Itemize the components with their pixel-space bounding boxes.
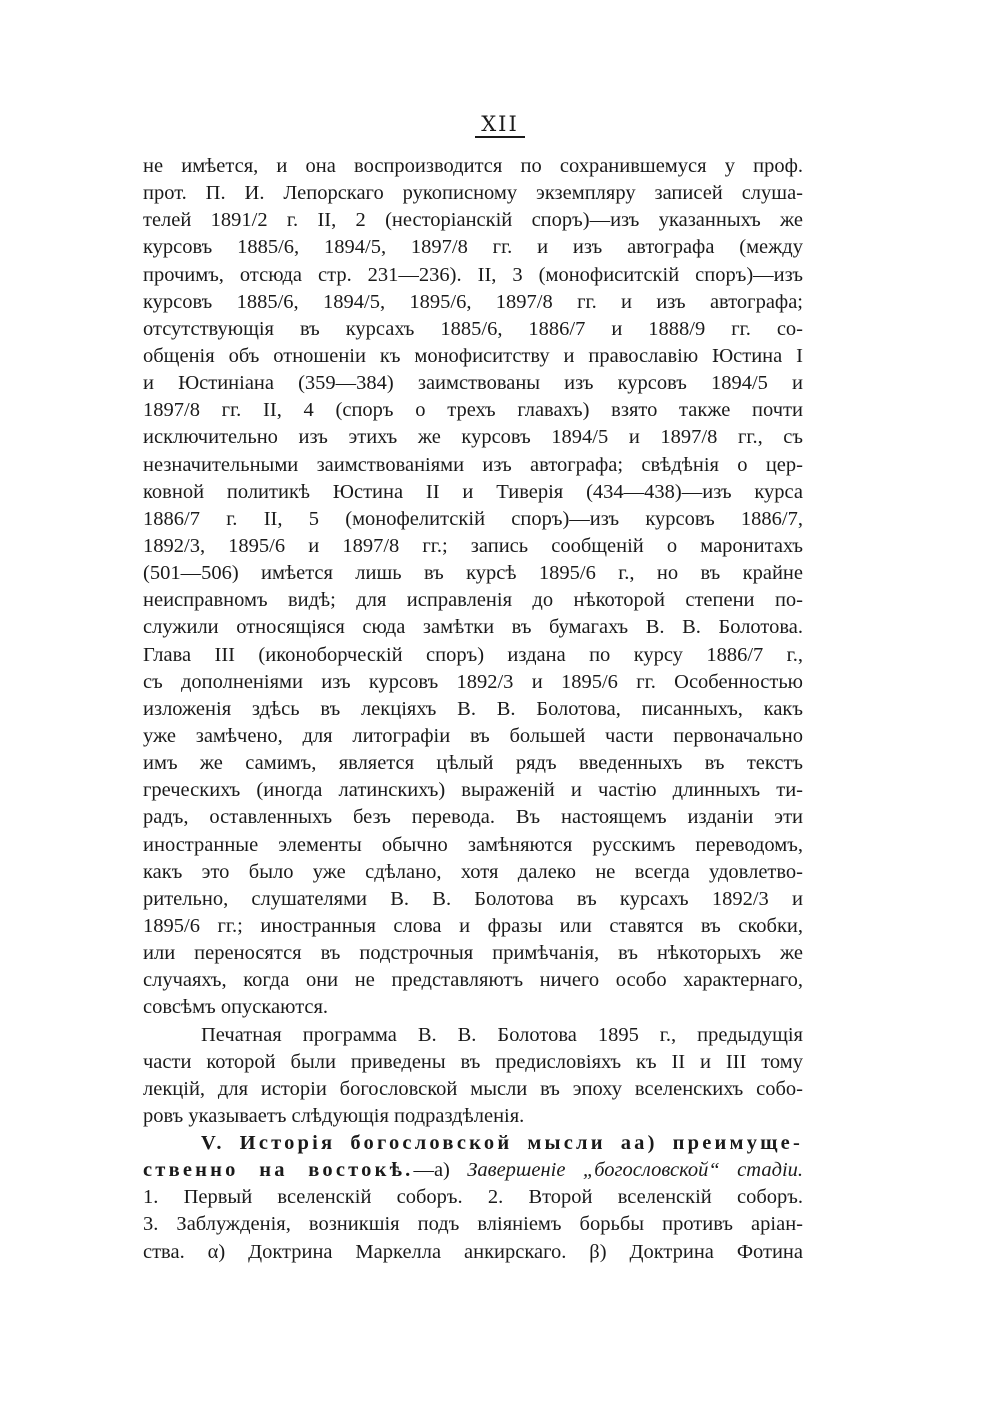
text-line: иностранные элементы обычно замѣняются русскимъ переводомъ, xyxy=(143,833,803,856)
text-line: греческихъ (иногда латинскихъ) выраженій и частію длинныхъ ти- xyxy=(143,779,803,802)
text-line: отсутствующія въ курсахъ 1885/6, 1886/7 и 1888/9 гг. со- xyxy=(143,317,803,340)
text-line xyxy=(143,1157,803,1184)
text-line: курсовъ 1885/6, 1894/5, 1895/6, 1897/8 гг. и изъ автографа; xyxy=(143,290,803,313)
text-line: уже замѣчено, для литографіи въ большей части первоначально xyxy=(143,724,803,747)
page-number-text: XII xyxy=(475,113,525,138)
text-line: исключительно изъ этихъ же курсовъ 1894/5 и 1897/8 гг., съ xyxy=(143,426,803,449)
text-line: не имѣется, и она воспроизводится по сохранившемуся у проф. xyxy=(143,155,803,177)
text-line: лекцій, для исторіи богословской мысли въ эпоху вселенскихъ собо- xyxy=(143,1077,803,1100)
text-line: ства. α) Доктрина Маркелла анкирскаго. β) Доктрина Фотина xyxy=(143,1240,803,1263)
spaced-heading: V. Исторія богословской мысли аа) преимуще- xyxy=(201,1132,803,1155)
text-line: совсѣмъ опускаются. xyxy=(143,996,329,1019)
paragraph-sources xyxy=(143,153,803,1022)
text-line: ровъ указываетъ слѣдующія подраздѣленія. xyxy=(143,1104,525,1127)
text-line: Глава III (иконоборческій споръ) издана по курсу 1886/7 г., xyxy=(143,643,803,666)
text-line: части которой были приведены въ предисловіяхъ къ II и III тому xyxy=(143,1050,803,1073)
text-line: 1. Первый вселенскій соборъ. 2. Второй вселенскій соборъ. xyxy=(143,1186,803,1209)
paragraph-program xyxy=(143,1022,803,1131)
text-line: Печатная программа В. В. Болотова 1895 г., предыдущія xyxy=(201,1023,803,1046)
text-line: ковной политикѣ Юстина II и Тиверія (434—438)—изъ курса xyxy=(143,480,803,503)
text-line: общенія объ отношеніи къ монофиситству и православію Юстина I xyxy=(143,344,803,367)
text-line: радъ, оставленныхъ безъ перевода. Въ настоящемъ изданіи эти xyxy=(143,806,803,829)
page-number xyxy=(0,112,1000,138)
body-text xyxy=(143,153,803,1266)
text-line xyxy=(143,1130,803,1157)
text-line: (501—506) имѣется лишь въ курсѣ 1895/6 г., но въ крайне xyxy=(143,562,803,585)
text-line: служили относящіяся сюда замѣтки въ бумагахъ В. В. Болотова. xyxy=(143,616,803,639)
paragraph-outline xyxy=(143,1130,803,1266)
text-line: 1892/3, 1895/6 и 1897/8 гг.; запись сообщеній о маронитахъ xyxy=(143,534,803,557)
text-line: 3. Заблужденія, возникшія подъ вліяніемъ борьбы противъ аріан- xyxy=(143,1213,803,1236)
text-line: неисправномъ видѣ; для исправленія до нѣкоторой степени по- xyxy=(143,589,803,612)
spaced-heading: ственно на востокѣ. xyxy=(143,1159,414,1182)
text-line: телей 1891/2 г. II, 2 (несторіанскій споръ)—изъ указанныхъ же xyxy=(143,209,803,232)
dash-text: —а) xyxy=(413,1159,450,1182)
text-line: 1886/7 г. II, 5 (монофелитскій споръ)—изъ курсовъ 1886/7, xyxy=(143,507,803,530)
text-line: незначительными заимствованіями изъ автографа; свѣдѣнія о цер- xyxy=(143,453,803,476)
italic-subheading: Завершеніе „богословской“ стадіи. xyxy=(467,1159,803,1182)
text-line: случаяхъ, когда они не представляютъ ничего особо характернаго, xyxy=(143,969,803,992)
text-line: рительно, слушателями В. В. Болотова въ курсахъ 1892/3 и xyxy=(143,887,803,910)
text-line: или переносятся въ подстрочныя примѣчанія, въ нѣкоторыхъ же xyxy=(143,942,803,965)
text-line: 1895/6 гг.; иностранныя слова и фразы или ставятся въ скобки, xyxy=(143,914,803,937)
text-line: какъ это было уже сдѣлано, хотя далеко не всегда удовлетво- xyxy=(143,860,803,883)
text-line: прочимъ, отсюда стр. 231—236). II, 3 (монофиситскій споръ)—изъ xyxy=(143,263,803,286)
text-line: прот. П. И. Лепорскаго рукописному экземпляру записей слуша- xyxy=(143,182,803,205)
text-line: съ дополненіями изъ курсовъ 1892/3 и 1895/6 гг. Особенностью xyxy=(143,670,803,693)
text-line: курсовъ 1885/6, 1894/5, 1897/8 гг. и изъ автографа (между xyxy=(143,236,803,259)
text-line: изложенія здѣсь въ лекціяхъ В. В. Болотова, писанныхъ, какъ xyxy=(143,697,803,720)
text-line: и Юстиніана (359—384) заимствованы изъ курсовъ 1894/5 и xyxy=(143,372,803,395)
text-line: 1897/8 гг. II, 4 (споръ о трехъ главахъ) взято также почти xyxy=(143,399,803,422)
text-line: имъ же самимъ, является цѣлый рядъ введенныхъ въ текстъ xyxy=(143,752,803,775)
